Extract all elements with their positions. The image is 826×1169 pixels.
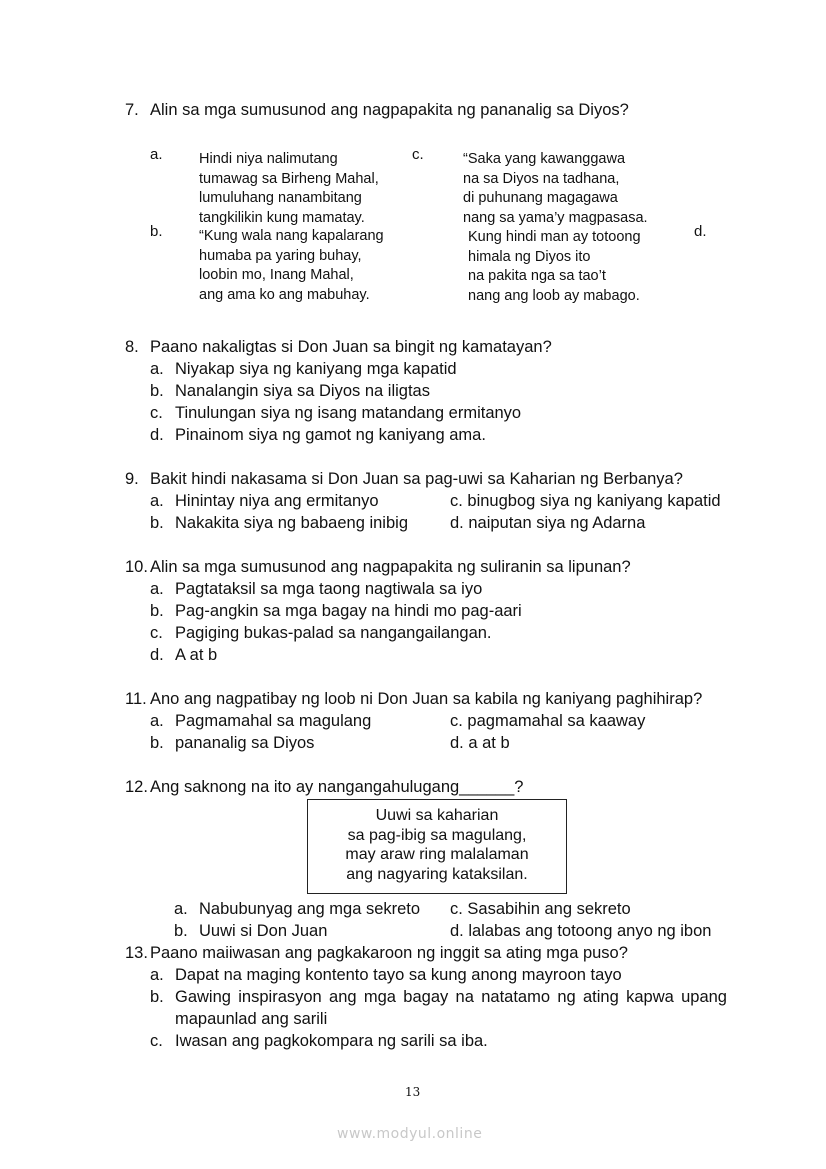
poem-line: “Kung wala nang kapalarang: [199, 228, 384, 244]
question-text: Paano maiiwasan ang pagkakaroon ng inggit sa ating mga puso?: [150, 944, 628, 962]
poem-line: nang ang loob ay mabago.: [468, 287, 640, 304]
poem-line: tangkilikin kung mamatay.: [199, 209, 365, 226]
option-text: A at b: [175, 646, 218, 664]
poem-line: Kung hindi man ay totoong: [468, 229, 641, 245]
option-text: Gawing inspirasyon ang mga bagay na natatamo ng ating kapwa upang: [175, 988, 727, 1006]
option-label: a.: [150, 712, 164, 730]
option-c-poem: [463, 150, 648, 228]
poem-line: lumuluhang nanambitang: [199, 190, 362, 206]
option-label: a.: [150, 492, 164, 510]
option-text: Pinainom siya ng gamot ng kaniyang ama.: [175, 426, 486, 444]
option-text: Pag-angkin sa mga bagay na hindi mo pag-aari: [175, 602, 522, 620]
option-text: Nabubunyag ang mga sekreto: [199, 900, 421, 918]
option-text: Pagtataksil sa mga taong nagtiwala sa iyo: [175, 580, 483, 598]
option-text: Pagmamahal sa magulang: [175, 712, 372, 730]
stanza-box: [307, 799, 567, 894]
poem-line: Hindi niya nalimutang: [199, 151, 338, 167]
question-text: Ang saknong na ito ay nangangahulugang______?: [150, 778, 524, 796]
option-a-poem: [199, 150, 379, 228]
option-text: c. pagmamahal sa kaaway: [450, 712, 646, 730]
option-text: d. naiputan siya ng Adarna: [450, 514, 646, 532]
option-label: b.: [150, 734, 164, 752]
question-number: 9.: [125, 470, 139, 488]
option-label: b.: [174, 922, 188, 940]
poem-line: himala ng Diyos ito: [468, 248, 591, 265]
question-number: 8.: [125, 338, 139, 356]
option-text: Hinintay niya ang ermitanyo: [175, 492, 379, 510]
option-text: Nanalangin siya sa Diyos na iligtas: [175, 382, 430, 400]
option-label-a: a.: [150, 146, 163, 163]
question-number: 13.: [125, 944, 148, 962]
option-text: Uuwi si Don Juan: [199, 922, 328, 940]
option-text: d. lalabas ang totoong anyo ng ibon: [450, 922, 712, 940]
poem-line: na sa Diyos na tadhana,: [463, 170, 620, 187]
option-text: d. a at b: [450, 734, 510, 752]
question-number: 10.: [125, 558, 148, 576]
option-label: a.: [150, 966, 164, 984]
option-label: a.: [150, 360, 164, 378]
option-text: Dapat na maging kontento tayo sa kung anong mayroon tayo: [175, 966, 622, 984]
option-label: d.: [150, 646, 164, 664]
option-text: Nakakita siya ng babaeng inibig: [175, 514, 408, 532]
stanza-line: may araw ring malalaman: [345, 846, 529, 863]
option-text: c. binugbog siya ng kaniyang kapatid: [450, 492, 721, 510]
option-label-b: b.: [150, 223, 163, 240]
option-text: pananalig sa Diyos: [175, 734, 315, 752]
poem-line: loobin mo, Inang Mahal,: [199, 267, 354, 283]
option-b-poem: [199, 227, 384, 305]
option-text: Iwasan ang pagkokompara ng sarili sa iba.: [175, 1032, 488, 1050]
question-text: Bakit hindi nakasama si Don Juan sa pag-uwi sa Kaharian ng Berbanya?: [150, 470, 683, 488]
option-text: c. Sasabihin ang sekreto: [450, 900, 631, 918]
option-text-continued: mapaunlad ang sarili: [175, 1010, 328, 1028]
option-d-poem: [468, 228, 641, 306]
page-number: 13: [405, 1085, 421, 1099]
poem-line: humaba pa yaring buhay,: [199, 247, 362, 264]
option-label: b.: [150, 988, 164, 1006]
poem-line: na pakita nga sa tao’t: [468, 268, 606, 284]
option-label: c.: [150, 624, 163, 642]
question-text: Alin sa mga sumusunod ang nagpapakita ng pananalig sa Diyos?: [150, 101, 629, 119]
option-text: Tinulungan siya ng isang matandang ermitanyo: [175, 404, 522, 422]
question-number: 11.: [125, 690, 147, 708]
watermark: www.modyul.online: [337, 1126, 483, 1142]
question-number: 7.: [125, 101, 139, 119]
option-label: b.: [150, 602, 164, 620]
option-text: Pagiging bukas-palad sa nangangailangan.: [175, 624, 492, 642]
option-label: a.: [150, 580, 164, 598]
question-text: Alin sa mga sumusunod ang nagpapakita ng suliranin sa lipunan?: [150, 558, 631, 576]
stanza-line: Uuwi sa kaharian: [375, 807, 499, 824]
option-text: Niyakap siya ng kaniyang mga kapatid: [175, 360, 457, 378]
option-label: c.: [150, 1032, 163, 1050]
option-label: b.: [150, 382, 164, 400]
option-label: d.: [150, 426, 164, 444]
stanza-line: sa pag-ibig sa magulang,: [347, 826, 527, 844]
poem-line: di puhunang magagawa: [463, 190, 618, 206]
option-label: a.: [174, 900, 188, 918]
question-text: Paano nakaligtas si Don Juan sa bingit ng kamatayan?: [150, 338, 552, 356]
option-label-c: c.: [412, 146, 424, 163]
poem-line: tumawag sa Birheng Mahal,: [199, 170, 379, 187]
option-label-d: d.: [694, 223, 707, 240]
question-number: 12.: [125, 778, 148, 796]
option-label: c.: [150, 404, 163, 422]
stanza-line: ang nagyaring kataksilan.: [346, 865, 528, 883]
poem-line: “Saka yang kawanggawa: [463, 151, 626, 167]
poem-line: ang ama ko ang mabuhay.: [199, 286, 370, 303]
question-text: Ano ang nagpatibay ng loob ni Don Juan sa kabila ng kaniyang paghihirap?: [150, 690, 703, 708]
option-label: b.: [150, 514, 164, 532]
poem-line: nang sa yama’y magpasasa.: [463, 209, 648, 226]
